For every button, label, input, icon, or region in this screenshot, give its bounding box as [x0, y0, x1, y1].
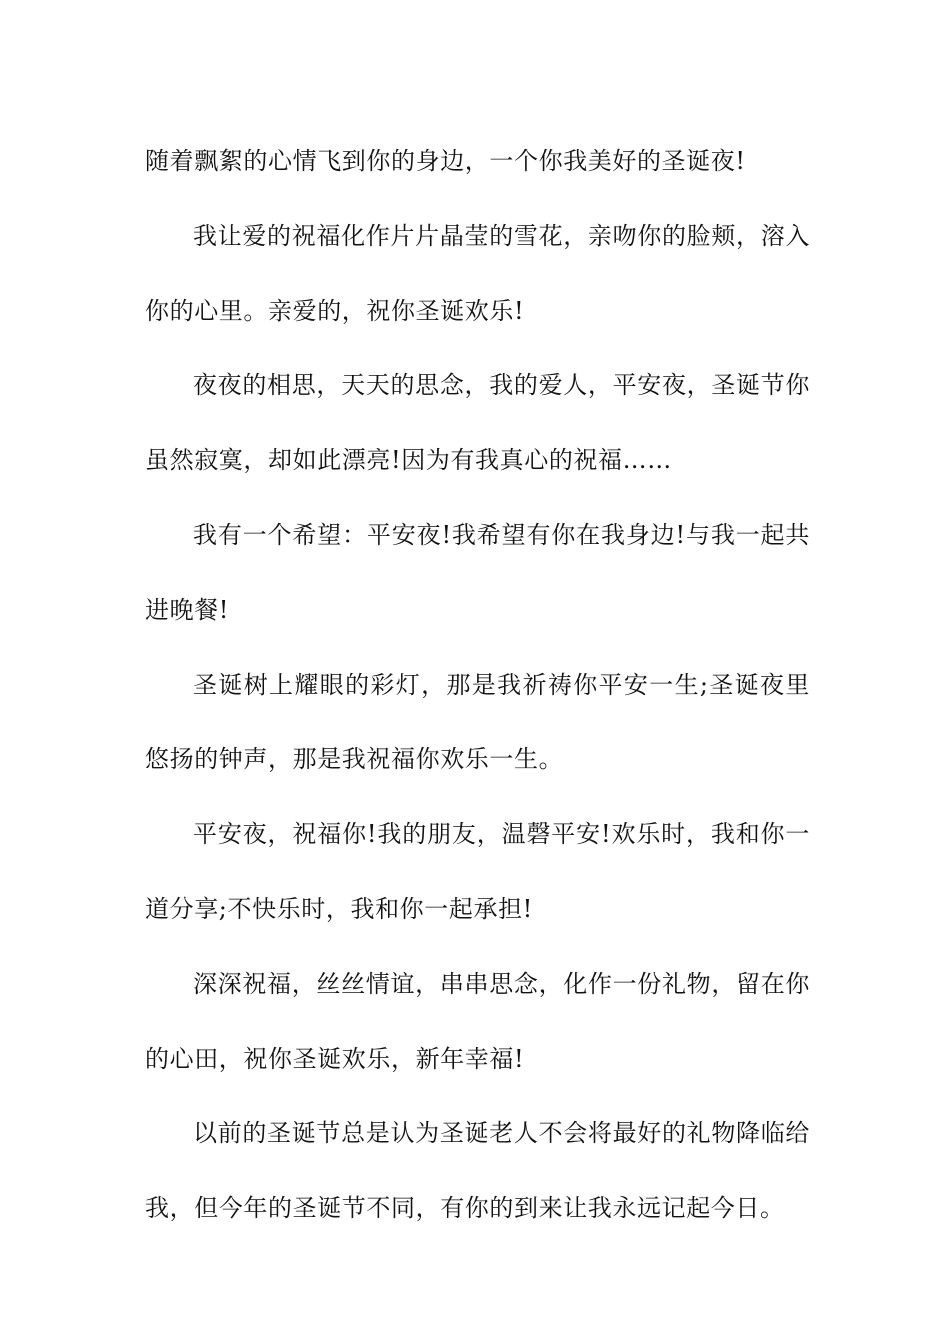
paragraph-5: 圣诞树上耀眼的彩灯，那是我祈祷你平安一生;圣诞夜里悠扬的钟声，那是我祝福你欢乐一生。 — [145, 670, 810, 774]
paragraph-3: 夜夜的相思，天天的思念，我的爱人，平安夜，圣诞节你虽然寂寞，却如此漂亮!因为有我真心的祝福…… — [145, 371, 810, 475]
paragraph-4: 我有一个希望：平安夜!我希望有你在我身边!与我一起共进晚餐! — [145, 520, 810, 624]
paragraph-8: 以前的圣诞节总是认为圣诞老人不会将最好的礼物降临给我，但今年的圣诞节不同，有你的到来让我永远记起今日。 — [145, 1119, 810, 1223]
paragraph-6: 平安夜，祝福你!我的朋友，温磬平安!欢乐时，我和你一道分享;不快乐时，我和你一起承担! — [145, 820, 810, 923]
paragraph-7: 深深祝福，丝丝情谊，串串思念，化作一份礼物，留在你的心田，祝你圣诞欢乐，新年幸福! — [145, 969, 810, 1073]
paragraph-1: 随着飘絮的心情飞到你的身边，一个你我美好的圣诞夜! — [145, 147, 746, 175]
paragraph-2: 我让爱的祝福化作片片晶莹的雪花，亲吻你的脸颊，溶入你的心里。亲爱的，祝你圣诞欢乐! — [145, 221, 810, 325]
document-body — [145, 124, 810, 1246]
